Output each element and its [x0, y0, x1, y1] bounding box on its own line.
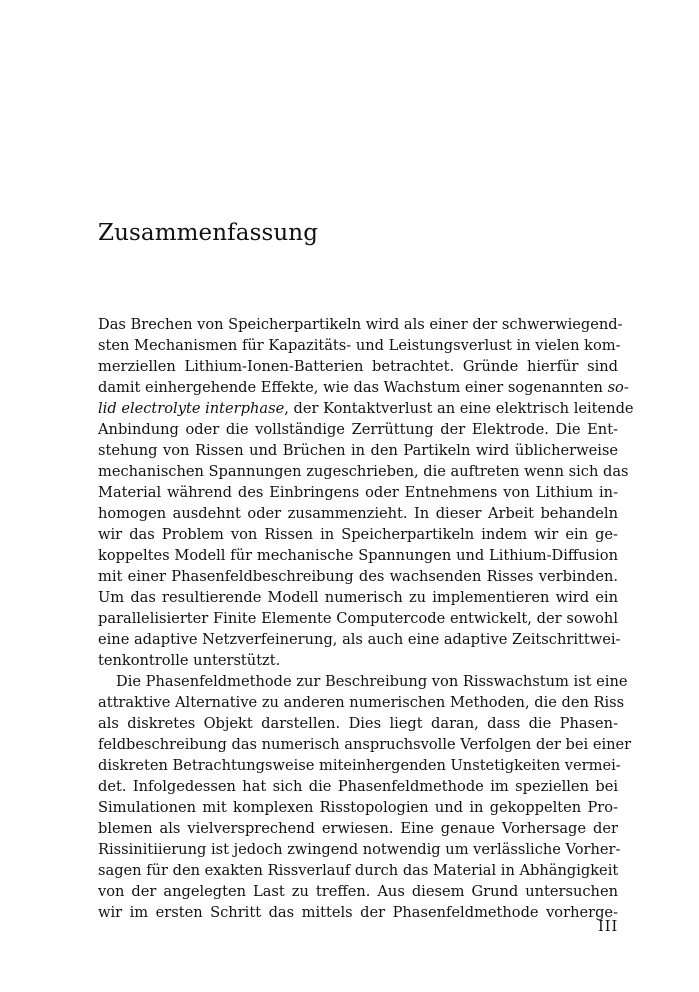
text-line: als diskretes Objekt darstellen. Dies liegt daran, dass die Phasen-: [98, 715, 618, 732]
text-line: koppeltes Modell für mechanische Spannungen und Lithium-Diffusion: [98, 547, 618, 564]
text-line: diskreten Betrachtungsweise miteinhergenden Unstetigkeiten vermei-: [98, 757, 621, 774]
emphasis-text: so-: [607, 379, 629, 396]
paragraph-2: [98, 671, 632, 923]
text-fragment: damit einhergehende Effekte, wie das Wachstum einer sogenannten: [98, 379, 608, 396]
text-line: tenkontrolle unterstützt.: [98, 652, 281, 669]
text-line: Simulationen mit komplexen Risstopologien und in gekoppelten Pro-: [98, 799, 618, 816]
text-line: von der angelegten Last zu treffen. Aus diesem Grund untersuchen: [98, 883, 618, 900]
text-line: Um das resultierende Modell numerisch zu implementieren wird ein: [98, 589, 618, 606]
text-line: attraktive Alternative zu anderen numerischen Methoden, die den Riss: [98, 694, 625, 711]
text-line: eine adaptive Netzverfeinerung, als auch eine adaptive Zeitschrittwei-: [98, 631, 621, 648]
text-line: [98, 377, 629, 398]
page-number: III: [598, 918, 619, 935]
text-line: sten Mechanismen für Kapazitäts- und Leistungsverlust in vielen kom-: [98, 337, 621, 354]
text-line: merziellen Lithium-Ionen-Batterien betrachtet. Gründe hierfür sind: [98, 358, 618, 375]
paragraph-1: [98, 314, 634, 671]
text-line: parallelisierter Finite Elemente Computercode entwickelt, der sowohl: [98, 610, 618, 627]
text-line: [98, 398, 634, 419]
text-line: Anbindung oder die vollständige Zerrüttung der Elektrode. Die Ent-: [98, 421, 618, 438]
text-line: Die Phasenfeldmethode zur Beschreibung von Risswachstum ist eine: [116, 673, 628, 690]
text-line: Material während des Einbringens oder Entnehmens von Lithium in-: [98, 484, 618, 501]
text-line: Das Brechen von Speicherpartikeln wird als einer der schwerwiegend-: [98, 316, 623, 333]
text-line: wir im ersten Schritt das mittels der Phasenfeldmethode vorherge-: [98, 904, 618, 921]
emphasis-text: lid electrolyte interphase: [98, 400, 285, 417]
text-line: blemen als vielversprechend erwiesen. Eine genaue Vorhersage der: [98, 820, 618, 837]
text-line: det. Infolgedessen hat sich die Phasenfeldmethode im speziellen bei: [98, 778, 618, 795]
text-fragment: , der Kontaktverlust an eine elektrisch leitende: [284, 400, 634, 417]
chapter-heading: Zusammenfassung: [98, 220, 319, 246]
text-line: feldbeschreibung das numerisch anspruchsvolle Verfolgen der bei einer: [98, 736, 632, 753]
abstract-body: [98, 314, 634, 923]
text-line: wir das Problem von Rissen in Speicherpartikeln indem wir ein ge-: [98, 526, 618, 543]
text-line: mechanischen Spannungen zugeschrieben, die auftreten wenn sich das: [98, 463, 629, 480]
text-line: sagen für den exakten Rissverlauf durch das Material in Abhängigkeit: [98, 862, 619, 879]
text-line: homogen ausdehnt oder zusammenzieht. In dieser Arbeit behandeln: [98, 505, 618, 522]
text-line: stehung von Rissen und Brüchen in den Partikeln wird üblicherweise: [98, 442, 618, 459]
text-line: mit einer Phasenfeldbeschreibung des wachsenden Risses verbinden.: [98, 568, 618, 585]
text-line: Rissinitiierung ist jedoch zwingend notwendig um verlässliche Vorher-: [98, 841, 621, 858]
